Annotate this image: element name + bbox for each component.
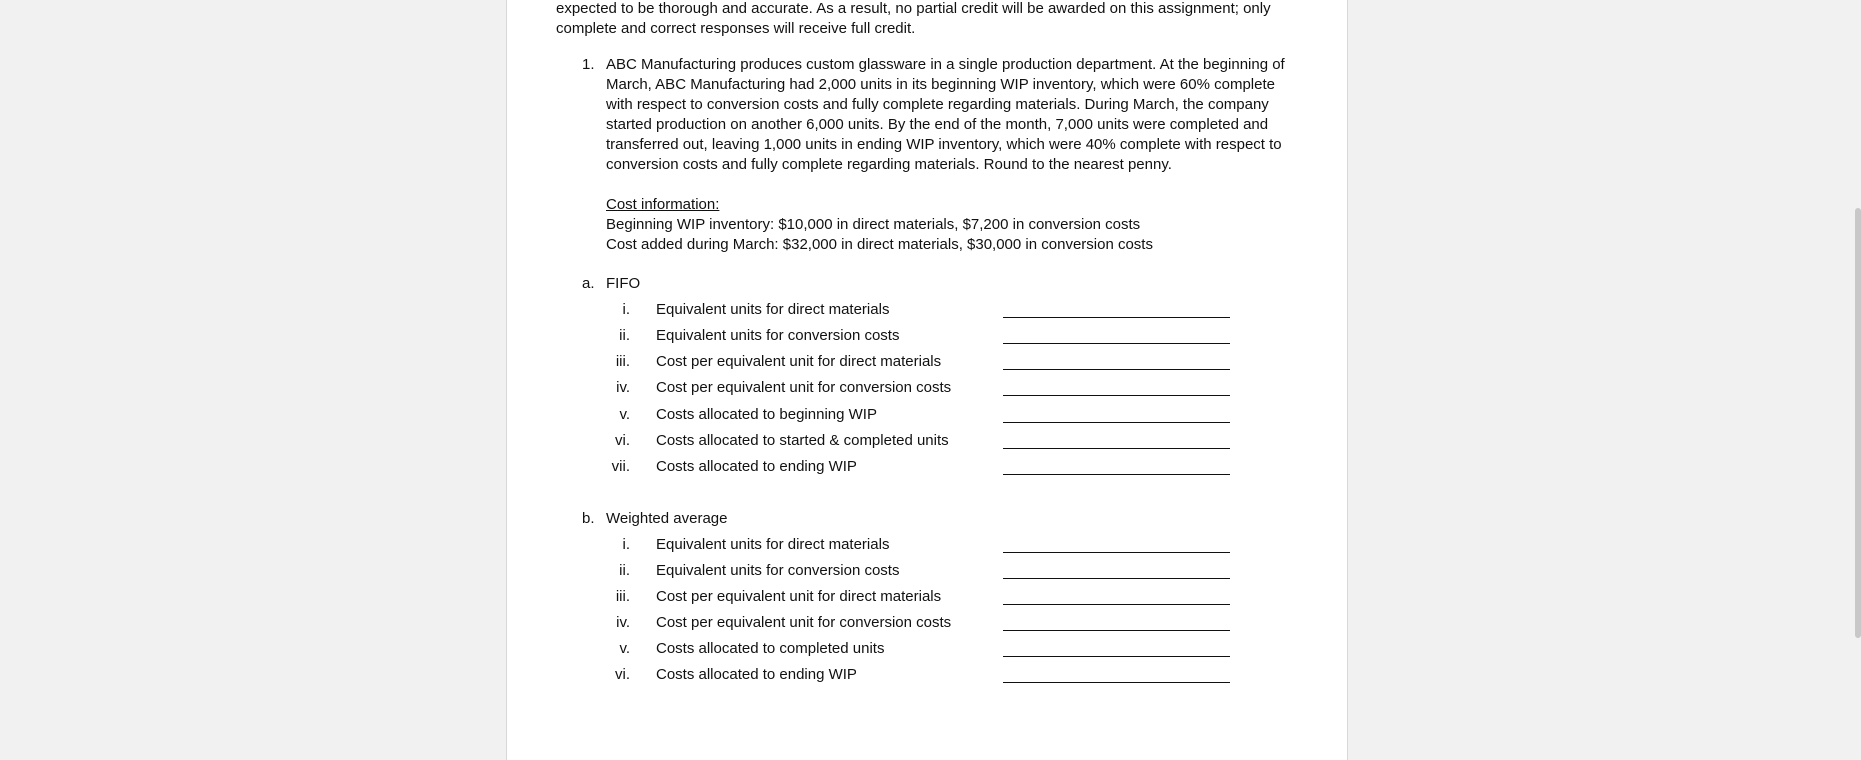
item-numeral: ii. — [619, 327, 630, 344]
answer-blank[interactable] — [1003, 422, 1230, 423]
item-numeral: vii. — [611, 458, 630, 475]
item-numeral: iii. — [615, 588, 630, 605]
section-title: Weighted average — [606, 510, 728, 527]
item-numeral: iii. — [615, 353, 630, 370]
section-b-heading — [582, 509, 727, 529]
answer-blank[interactable] — [1003, 656, 1230, 657]
answer-blank[interactable] — [1003, 682, 1230, 683]
item-label: Costs allocated to completed units — [656, 640, 885, 657]
item-numeral: v. — [619, 406, 630, 423]
item-label: Costs allocated to ending WIP — [656, 666, 857, 683]
weighted-average-item — [580, 613, 1230, 635]
item-numeral: iv. — [616, 614, 630, 631]
item-label: Cost per equivalent unit for direct materials — [656, 353, 942, 370]
fifo-item — [580, 326, 1230, 348]
weighted-average-item — [580, 587, 1230, 609]
question-line: with respect to conversion costs and fully complete regarding materials. During March, the company — [606, 96, 1269, 113]
item-label: Equivalent units for conversion costs — [656, 327, 900, 344]
cost-information — [606, 195, 1306, 255]
fifo-item — [580, 405, 1230, 427]
question-text — [606, 55, 1306, 175]
intro-line: expected to be thorough and accurate. As a result, no partial credit will be awarded on this assignment; only — [556, 0, 1271, 17]
answer-blank[interactable] — [1003, 578, 1230, 579]
item-numeral: v. — [619, 640, 630, 657]
item-label: Costs allocated to beginning WIP — [656, 406, 877, 423]
section-a-heading — [582, 274, 640, 294]
answer-blank[interactable] — [1003, 448, 1230, 449]
question-line: ABC Manufacturing produces custom glassware in a single production department. At the beginning of — [606, 56, 1285, 73]
fifo-item — [580, 431, 1230, 453]
fifo-item — [580, 378, 1230, 400]
answer-blank[interactable] — [1003, 317, 1230, 318]
weighted-average-item — [580, 639, 1230, 661]
fifo-item — [580, 352, 1230, 374]
answer-blank[interactable] — [1003, 395, 1230, 396]
item-numeral: i. — [622, 301, 630, 318]
question-line: transferred out, leaving 1,000 units in ending WIP inventory, which were 40% complete with respect to — [606, 136, 1282, 153]
answer-blank[interactable] — [1003, 369, 1230, 370]
weighted-average-item — [580, 561, 1230, 583]
answer-blank[interactable] — [1003, 474, 1230, 475]
item-label: Costs allocated to started & completed units — [656, 432, 949, 449]
answer-blank[interactable] — [1003, 630, 1230, 631]
question-number: 1. — [582, 56, 595, 73]
scrollbar-thumb[interactable] — [1855, 208, 1861, 638]
cost-heading: Cost information: — [606, 196, 720, 213]
answer-blank[interactable] — [1003, 343, 1230, 344]
section-title: FIFO — [606, 275, 641, 292]
question-line: started production on another 6,000 units. By the end of the month, 7,000 units were completed and — [606, 116, 1269, 133]
cost-line: Beginning WIP inventory: $10,000 in direct materials, $7,200 in conversion costs — [606, 216, 1141, 233]
item-numeral: iv. — [616, 379, 630, 396]
weighted-average-item — [580, 665, 1230, 687]
item-label: Cost per equivalent unit for conversion costs — [656, 379, 952, 396]
item-label: Cost per equivalent unit for direct materials — [656, 588, 942, 605]
question-line: March, ABC Manufacturing had 2,000 units in its beginning WIP inventory, which were 60% complete — [606, 76, 1275, 93]
intro-paragraph — [556, 0, 1316, 39]
scrollbar-track[interactable] — [1855, 0, 1861, 760]
intro-line: complete and correct responses will receive full credit. — [556, 20, 916, 37]
item-label: Equivalent units for direct materials — [656, 301, 890, 318]
item-numeral: i. — [622, 536, 630, 553]
weighted-average-item — [580, 535, 1230, 557]
answer-blank[interactable] — [1003, 552, 1230, 553]
item-label: Cost per equivalent unit for conversion costs — [656, 614, 952, 631]
fifo-item — [580, 457, 1230, 479]
item-numeral: vi. — [615, 432, 630, 449]
item-numeral: ii. — [619, 562, 630, 579]
question-line: conversion costs and fully complete regarding materials. Round to the nearest penny. — [606, 156, 1172, 173]
item-label: Costs allocated to ending WIP — [656, 458, 857, 475]
item-numeral: vi. — [615, 666, 630, 683]
answer-blank[interactable] — [1003, 604, 1230, 605]
item-label: Equivalent units for direct materials — [656, 536, 890, 553]
section-letter: b. — [582, 510, 595, 527]
cost-line: Cost added during March: $32,000 in direct materials, $30,000 in conversion costs — [606, 236, 1153, 253]
fifo-item — [580, 300, 1230, 322]
item-label: Equivalent units for conversion costs — [656, 562, 900, 579]
section-letter: a. — [582, 275, 595, 292]
